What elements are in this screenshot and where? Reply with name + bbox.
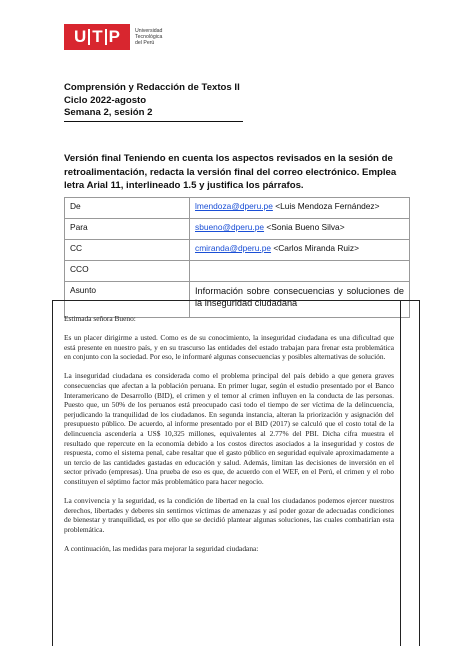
- email-link[interactable]: cmiranda@dperu.pe: [195, 243, 272, 253]
- letter-paragraph-3: La convivencia y la seguridad, es la condición de libertad en la cual los ciudadanos podemos ejercer nuestros derechos, libertades y deberes sin sentirnos víctimas de amenazas y así poder gozar de adecuadas condiciones de bienestar y tranquilidad, es por ello que se decidió plantear algunas soluciones, las cuales combatirían esta problemática.: [64, 496, 394, 534]
- logo-separator: [88, 29, 90, 45]
- logo-letter-u: U: [73, 27, 87, 46]
- utp-logo: [64, 24, 195, 50]
- field-value: [190, 261, 410, 282]
- letter-body: [64, 314, 394, 563]
- email-link[interactable]: lmendoza@dperu.pe: [195, 201, 273, 211]
- letter-box-column-divider: [400, 300, 401, 646]
- field-value: lmendoza@dperu.pe <Luis Mendoza Fernández>: [190, 198, 410, 219]
- utp-logo-mark: [64, 24, 130, 50]
- letter-paragraph-1: Es un placer dirigirme a usted. Como es de su conocimiento, la inseguridad ciudadana es una dificultad que está presente en nuestro país, y en su trascurso las entidades del estado trabajan para frenar esta problemática en conjunto con la sociedad. Por eso, le informaré algunas consecuencias y posibles alternativas de solución.: [64, 333, 394, 362]
- logo-letter-t: T: [92, 27, 103, 46]
- email-link[interactable]: sbueno@dperu.pe: [195, 222, 265, 232]
- subject-value: Información sobre consecuencias y soluciones de la inseguridad ciudadana: [190, 282, 410, 318]
- instructions: Versión final Teniendo en cuenta los aspectos revisados en la sesión de retroalimentación, redacta la versión final del correo electrónico. Emplea letra Arial 11, interlineado 1.5 y justifica los párrafos.: [64, 153, 397, 191]
- document-header: [64, 82, 240, 120]
- field-value: sbueno@dperu.pe <Sonia Bueno Silva>: [190, 219, 410, 240]
- logo-letter-p: P: [108, 27, 120, 46]
- email-row-cc: [65, 240, 410, 261]
- email-row-from: [65, 198, 410, 219]
- course-title: Comprensión y Redacción de Textos II: [64, 82, 240, 93]
- field-label: CC: [65, 240, 190, 261]
- letter-paragraph-2: La inseguridad ciudadana es considerada como el problema principal del país debido a que genera graves consecuencias que afectan a la población peruana. En primer lugar, según el estudio presentado por el Banco Interamericano de Desarrollo (BID), el crimen y el temor al crimen influyen en la conducta de las personas. Puesto que, un 50% de los peruanos está preocupado casi todo el tiempo de ser víctima de la delincuencia, perjudicando la tranquilidad de los ciudadanos. En segunda instancia, alteran la priorización y asignación del presupuesto público. De acuerdo, al informe presentado por el BID (2017) se calculó que el costo total de la delincuencia ascendería a US$ 10,325 millones, equivalentes al 2.77% del PBI. Dicha cifra muestra el resultado que repercute en la economía debido a los costos directos asociados a la inseguridad y costos de respuesta, como el sistema penal, cabe resaltar que el gasto público en seguridad equivale aproximadamente a un tercio de las cantidades gastadas en educación y salud. Además, limitan las decisiones de inversión en el sector privado (empresas). Una prueba de eso es que, de acuerdo con el WEF, en el Perú, el crimen y el robo constituyen el séptimo factor más problemático para hacer negocio.: [64, 371, 394, 486]
- logo-university-name: Universidad Tecnológica del Perú: [135, 28, 163, 46]
- email-row-bcc: [65, 261, 410, 282]
- letter-paragraph-4: A continuación, las medidas para mejorar la seguridad ciudadana:: [64, 543, 259, 553]
- header-underline: [64, 121, 243, 122]
- field-label: De: [65, 198, 190, 219]
- logo-separator: [105, 29, 107, 45]
- session-label: Semana 2, sesión 2: [64, 107, 153, 118]
- field-label: Asunto: [65, 282, 190, 318]
- letter-salutation: Estimada señora Bueno:: [64, 314, 136, 323]
- field-label: CCO: [65, 261, 190, 282]
- field-label: Para: [65, 219, 190, 240]
- email-row-to: [65, 219, 410, 240]
- field-value: cmiranda@dperu.pe <Carlos Miranda Ruiz>: [190, 240, 410, 261]
- cycle-label: Ciclo 2022-agosto: [64, 94, 147, 106]
